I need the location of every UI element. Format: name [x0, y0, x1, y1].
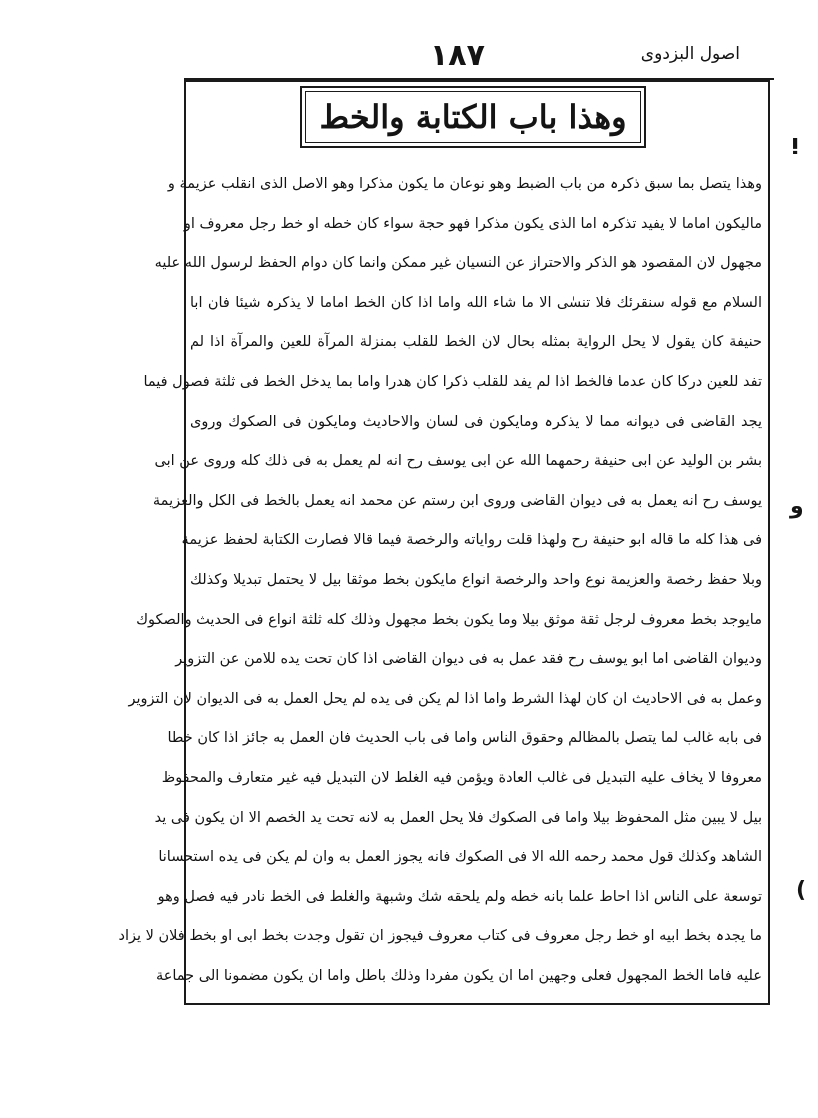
text-line: علیه فاما الخط المجھول فعلی وجھین اما ان یکون مفردا وذلك باطل واما ان یکون مضمونا الی جماعة	[155, 967, 762, 984]
margin-mark: ⵑ	[791, 135, 800, 160]
body-text	[118, 165, 762, 1000]
text-line: تفد للعین درکا کان عدما فالخط اذا لم یفد للقلب ذکرا کان ھدرا واما بما یدخل الخط فی ثلثة فصول فیما	[143, 373, 762, 390]
margin-mark: ﻭ	[790, 494, 804, 519]
margin-mark: (	[796, 878, 807, 903]
text-line: توسعة علی الناس اذا احاط علما بانه خطه ولم یلحقه شك وشبھة والغلط فی الخط نادر فیه فصل وھو	[157, 888, 762, 905]
chapter-title-inner-frame	[305, 91, 641, 143]
text-line: السلام مع قوله سنقرئك فلا تنسٰی الا ما شاء الله واما اذا کان الخط اماما لا یذکرہ شیئا فان ابا	[190, 294, 762, 311]
chapter-title: وھذا باب الکتابة والخط	[319, 98, 627, 136]
page-number: ١٨٧	[430, 38, 485, 73]
text-line: مایوجد بخط معروف لرجل ثقة موثق بیلا وما یکون بخط مجھول وذلك کله ثلثة انواع فی الحدیث والصکوك	[136, 611, 762, 628]
text-line: الشاھد وکذلك قول محمد رحمه الله الا فی الصکوك فانه یجوز العمل به وان لم یکن فی یده استحسانا	[158, 849, 762, 866]
text-line: معروفا لا یخاف علیه التبدیل فی غالب العادة ویؤمن فیه الغلط لان التبدیل فیه غیر متعارف والمحفوظ	[161, 769, 762, 786]
text-line: مالیکون اماما لا یفید تذکرہ اما الذی یکون مذکرا فھو حجة سواء کان خطه او خط رجل معروف او	[183, 215, 762, 232]
text-line: فی ھذا کله ما قاله ابو حنیفة رح ولھذا قلت روایاته والرخصة فیما قالا فصارت الکتابة لحفظ عزیمة	[181, 532, 762, 549]
text-line: حنیفة کان یقول لا یحل الروایة بمثله بحال لان الخط للقلب بمنزلة المرآة للعین والمرآة اذا لم	[190, 334, 762, 351]
text-line: یجد القاضی فی دیوانه مما لا یذکرہ ومایکون فی لسان والاحادیث ومایکون فی الصکوك وروی	[190, 413, 762, 430]
text-line: بیل لا یبین مثل المحفوظ بیلا واما فی الصکوك فلا یحل العمل به لانه تحت ید الخصم الا ان یکون فی ید	[154, 809, 762, 826]
text-line: وبلا حفظ رخصة والعزیمة نوع واحد والرخصة انواع مایکون بخط موثقا بیل لا یحتمل تبدیلا وکذلك	[190, 571, 762, 588]
text-line: مجھول لان المقصود ھو الذکر والاحتراز عن النسیان غیر ممکن وانما کان دوام الحفظ لرسول الله علیه	[154, 255, 762, 272]
text-line: یوسف رح انه یعمل به فی دیوان القاضی وروی ابن رستم عن محمد انه یعمل بالخط فی الکل والعزیمة	[152, 492, 762, 509]
book-title: اصول البزدوی	[640, 44, 740, 64]
chapter-title-box	[300, 86, 646, 148]
text-line: وعمل به فی الاحادیث ان کان لھذا الشرط واما اذا لم یکن فی یده لم یحل العمل به فی الدیوان لان التزویر	[128, 690, 762, 707]
text-line: فی بابه غالب لما یتصل بالمظالم وحقوق الناس واما فی باب الحدیث فان العمل به جائز اذا کان خطا	[167, 730, 762, 747]
text-line: ما یجدہ بخط ابیه او خط رجل معروف فی کتاب معروف فیجوز ان تقول وجدت بخط ابی او بخط فلان لا یزاد	[118, 928, 762, 945]
text-line: بشر بن الولید عن ابی حنیفة رحمھما الله عن ابی یوسف رح انه لم یعمل به فی ذلك کله وروی عن ابی	[154, 453, 762, 470]
text-line: ودیوان القاضی اما ابو یوسف رح فقد عمل به فی دیوان القاضی اذا کان تحت یده للامن عن التزویر	[175, 651, 762, 668]
text-line: وھذا یتصل بما سبق ذکرہ من باب الضبط وھو نوعان ما یکون مذکرا وھو الاصل الذی انقلب عزیمة و	[167, 176, 762, 192]
